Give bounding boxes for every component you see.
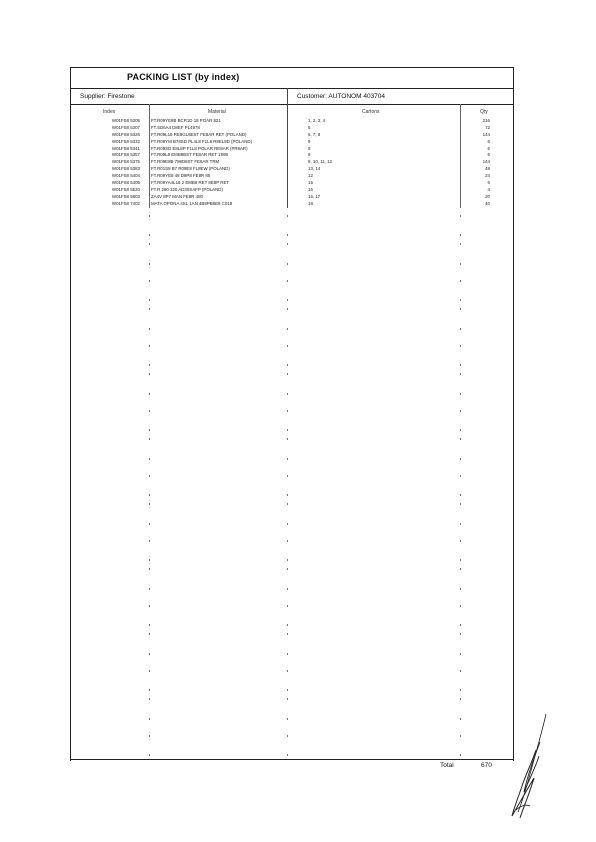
- table-row: [0, 166, 596, 173]
- scan-dot: [460, 308, 461, 310]
- scan-dot: [287, 754, 288, 756]
- scan-dot: [460, 393, 461, 395]
- cell-qty: 6: [487, 152, 490, 158]
- column-header-line: [70, 104, 514, 105]
- cell-qty: 144: [482, 131, 490, 137]
- cell-cartons: 1, 2, 3, 4: [308, 118, 326, 123]
- scan-dot: [460, 735, 461, 737]
- scan-dot: [287, 559, 288, 561]
- cell-material: FT.R 290 320 AD30SAFP (POLAND): [151, 186, 223, 192]
- scan-dot: [287, 393, 288, 395]
- scan-dot: [460, 458, 461, 460]
- scan-dot: [149, 540, 150, 542]
- scan-dot: [460, 429, 461, 431]
- cell-qty: 144: [482, 159, 490, 165]
- signature-mark: [506, 712, 556, 822]
- scan-dot: [149, 670, 150, 672]
- scan-dot: [287, 735, 288, 737]
- scan-dot: [460, 215, 461, 217]
- scan-dot: [149, 345, 150, 347]
- cell-index: W01FS8 5357: [111, 152, 140, 158]
- scan-dot: [287, 299, 288, 301]
- scan-dot: [287, 588, 288, 590]
- scan-dot: [460, 689, 461, 691]
- column-header-cartons: Cartons: [362, 109, 380, 115]
- scan-dot: [149, 429, 150, 431]
- scan-dot: [149, 393, 150, 395]
- scan-dot: [460, 234, 461, 236]
- scan-dot: [287, 475, 288, 477]
- scan-dot: [149, 718, 150, 720]
- total-value: 670: [481, 762, 492, 769]
- table-row: [0, 152, 596, 159]
- scan-dot: [460, 373, 461, 375]
- cell-cartons: 18: [308, 200, 313, 206]
- scan-dot: [287, 494, 288, 496]
- scan-dot: [149, 698, 150, 700]
- scan-dot: [287, 605, 288, 607]
- scan-dot: [149, 280, 150, 282]
- scan-dot: [460, 588, 461, 590]
- cell-qty: 20: [485, 193, 490, 199]
- scan-dot: [287, 698, 288, 700]
- cell-index: W01FS8 5341: [111, 145, 140, 151]
- cell-cartons: 9, 10, 11, 12: [308, 159, 333, 165]
- cell-material: FT.R09SD E8L8P F1L8 POLAR RE8AR (PR8AR): [151, 145, 248, 151]
- scan-dot: [460, 345, 461, 347]
- scan-dot: [460, 605, 461, 607]
- scan-dot: [149, 308, 150, 310]
- cell-cartons: 9: [308, 138, 311, 144]
- scan-dot: [149, 568, 150, 570]
- cell-material: FT.R09YA4L18 2 EMB8 RET 8E8P RET: [151, 180, 230, 186]
- scan-dot: [287, 308, 288, 310]
- table-row: [0, 146, 596, 153]
- table-row: [0, 201, 596, 208]
- scan-dot: [149, 458, 150, 460]
- cell-cartons: 15: [308, 180, 313, 186]
- cell-material: FT.R09YE8B BCR1D 18 POAR 821: [151, 118, 221, 123]
- scan-dot: [460, 328, 461, 330]
- scan-dot: [460, 263, 461, 265]
- scan-dot: [460, 718, 461, 720]
- scan-dot: [287, 633, 288, 635]
- cell-material: FT.R09E8B 798D8ST FE8AR TRM: [151, 159, 220, 165]
- supplier-label: Supplier: Firestone: [80, 93, 135, 100]
- scan-dot: [460, 653, 461, 655]
- scan-dot: [287, 328, 288, 330]
- cell-qty: 72: [485, 124, 490, 130]
- scan-dot: [149, 523, 150, 525]
- total-separator: [70, 759, 514, 760]
- title-top-border: [70, 67, 514, 68]
- scan-dot: [149, 633, 150, 635]
- scan-dot: [460, 559, 461, 561]
- scan-dot: [149, 559, 150, 561]
- scan-dot: [287, 503, 288, 505]
- cell-material: FT.R09YE8 48 D8P8 FE8R 85: [151, 173, 211, 179]
- table-row: [0, 139, 596, 146]
- scan-dot: [287, 373, 288, 375]
- scan-dot: [149, 215, 150, 217]
- cell-qty: 48: [485, 166, 490, 172]
- cell-qty: 216: [482, 118, 490, 123]
- scan-dot: [287, 243, 288, 245]
- column-header-index: Index: [103, 109, 116, 115]
- scan-dot: [149, 475, 150, 477]
- cell-cartons: 9: [308, 152, 311, 158]
- cell-qty: 40: [485, 200, 490, 206]
- scan-dot: [287, 568, 288, 570]
- cell-material: FT.R09L18 RE8GL8EST FE8AR RET (POLAND): [151, 131, 247, 137]
- scan-dot: [460, 364, 461, 366]
- scan-dot: [460, 475, 461, 477]
- cell-index: W01FS8 5803: [111, 193, 140, 199]
- customer-label: Customer: AUTONOM 403704: [297, 93, 386, 100]
- cell-cartons: 8: [308, 145, 311, 151]
- scan-dot: [149, 410, 150, 412]
- cell-index: W01FS8 5375: [111, 159, 140, 165]
- cell-index: W01FS8 5520: [111, 186, 140, 192]
- scan-dot: [287, 653, 288, 655]
- cell-index: W01FS8 5405: [111, 180, 140, 186]
- scan-dot: [149, 754, 150, 756]
- scan-dot: [287, 263, 288, 265]
- scan-dot: [287, 523, 288, 525]
- cell-material: FT.SD6A4 D8EF PL4978: [151, 124, 200, 130]
- scan-dot: [149, 503, 150, 505]
- scan-dot: [460, 243, 461, 245]
- cell-index: W01FS8 5332: [111, 138, 140, 144]
- scan-dot: [460, 494, 461, 496]
- scan-dot: [149, 624, 150, 626]
- cell-qty: 6: [487, 138, 490, 144]
- scan-dot: [287, 718, 288, 720]
- cell-material: FT.R09L8 EMB8BST FE8AR RET 1998: [151, 152, 228, 158]
- cell-material: FT.R01S8 B7 R09E8 FL8EW (POLAND): [151, 166, 230, 172]
- header-separator: [70, 88, 514, 89]
- cell-qty: 6: [487, 145, 490, 151]
- scan-dot: [460, 633, 461, 635]
- scan-dot: [460, 410, 461, 412]
- cell-qty: 6: [487, 180, 490, 186]
- table-row: [0, 194, 596, 201]
- scan-dot: [287, 689, 288, 691]
- scan-dot: [460, 280, 461, 282]
- scan-dot: [287, 438, 288, 440]
- scan-dot: [149, 299, 150, 301]
- scan-dot: [149, 364, 150, 366]
- cell-index: W01FS8 5383: [111, 166, 140, 172]
- scan-dot: [149, 735, 150, 737]
- scan-dot: [149, 588, 150, 590]
- scan-dot: [287, 410, 288, 412]
- scan-dot: [460, 299, 461, 301]
- scan-dot: [287, 458, 288, 460]
- cell-cartons: 16, 17: [308, 193, 321, 199]
- table-body: [0, 118, 596, 208]
- table-row: [0, 132, 596, 139]
- scan-dot: [460, 503, 461, 505]
- scan-dot: [460, 438, 461, 440]
- scan-dot: [149, 263, 150, 265]
- cell-qty: 4: [487, 186, 490, 192]
- scan-dot: [460, 754, 461, 756]
- scan-dot: [460, 624, 461, 626]
- table-row: [0, 180, 596, 187]
- scan-dot: [287, 670, 288, 672]
- scan-dot: [287, 280, 288, 282]
- scan-dot: [287, 540, 288, 542]
- cell-cartons: 5: [308, 124, 311, 130]
- table-row: [0, 125, 596, 132]
- scan-dot: [460, 670, 461, 672]
- column-header-material: Material: [208, 109, 226, 115]
- scan-dot: [149, 438, 150, 440]
- scan-dot: [287, 234, 288, 236]
- scan-dot: [287, 345, 288, 347]
- cell-cartons: 13, 14: [308, 166, 321, 172]
- table-row: [0, 187, 596, 194]
- table-row: [0, 173, 596, 180]
- cell-index: W01FS8 5404: [111, 173, 140, 179]
- scan-dot: [149, 328, 150, 330]
- cell-material: ZA4V 8P7 MAN FE8R 480: [151, 193, 203, 199]
- scan-dot: [460, 523, 461, 525]
- cell-cartons: 6, 7, 8: [308, 131, 321, 137]
- total-label: Total: [440, 762, 454, 769]
- scan-dot: [460, 698, 461, 700]
- scan-dot: [287, 364, 288, 366]
- column-header-qty: Qty: [480, 109, 488, 115]
- cell-material: MATA OPONA 4SL 1AN 4B8PB8E8 C018: [151, 200, 233, 206]
- cell-qty: 24: [485, 173, 490, 179]
- page-title: PACKING LIST (by index): [127, 72, 240, 82]
- scan-dot: [287, 624, 288, 626]
- scan-dot: [460, 568, 461, 570]
- scan-dot: [149, 373, 150, 375]
- table-row: [0, 159, 596, 166]
- scan-dot: [149, 689, 150, 691]
- scan-dot: [460, 540, 461, 542]
- cell-cartons: 12: [308, 173, 313, 179]
- cell-cartons: 16: [308, 186, 313, 192]
- scan-dot: [149, 243, 150, 245]
- scan-dot: [287, 215, 288, 217]
- table-row: [0, 118, 596, 125]
- cell-index: W01FS8 5307: [111, 124, 140, 130]
- cell-index: W01FS8 5326: [111, 131, 140, 137]
- scan-dot: [287, 429, 288, 431]
- scan-dot: [149, 494, 150, 496]
- scan-dot: [149, 234, 150, 236]
- cell-index: W01FS8 7402: [111, 200, 140, 206]
- scan-dot: [149, 653, 150, 655]
- scan-dot: [149, 605, 150, 607]
- cell-index: W01FS8 5305: [111, 118, 140, 123]
- cell-material: FT.R09YM B78SD PL4L8 F1L8 R8EL8D (POLAND): [151, 138, 253, 144]
